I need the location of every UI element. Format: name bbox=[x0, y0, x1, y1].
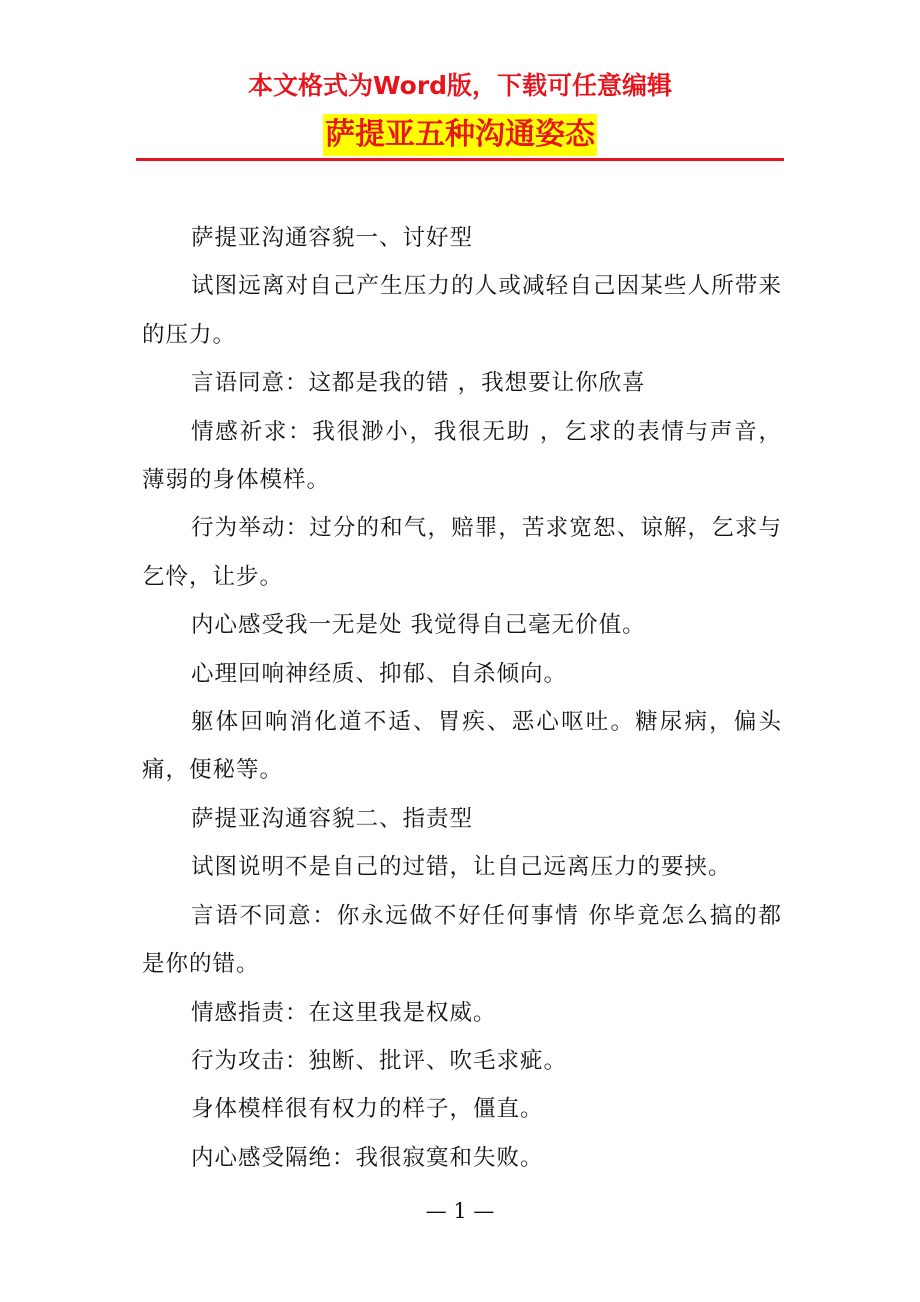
paragraph: 内心感受我一无是处 我觉得自己毫无价值。 bbox=[191, 612, 646, 639]
paragraph: 情感祈求：我很渺小，我很无助 ，乞求的表情与声音，薄弱的身体模样。 bbox=[142, 418, 782, 494]
paragraph: 行为举动：过分的和气，赔罪，苦求宽恕、谅解，乞求与乞怜，让步。 bbox=[142, 515, 782, 590]
title-container bbox=[0, 114, 920, 156]
paragraph: 试图远离对自己产生压力的人或减轻自己因某些人所带来的压力。 bbox=[142, 273, 782, 348]
paragraph: 言语同意：这都是我的错 ，我想要让你欣喜 bbox=[191, 370, 646, 397]
paragraph: 行为攻击：独断、批评、吹毛求疵。 bbox=[191, 1047, 568, 1074]
paragraph: 言语不同意：你永远做不好任何事情 你毕竟怎么搞的都是你的错。 bbox=[142, 902, 782, 978]
paragraph: 情感指责：在这里我是权威。 bbox=[191, 999, 497, 1026]
document-body bbox=[142, 214, 782, 1182]
section-heading-placating: 萨提亚沟通容貌一、讨好型 bbox=[191, 225, 474, 251]
paragraph: 试图说明不是自己的过错，让自己远离压力的要挟。 bbox=[191, 854, 732, 881]
paragraph: 内心感受隔绝：我很寂寞和失败。 bbox=[191, 1144, 544, 1171]
format-notice: 本文格式为Word版，下载可任意编辑 bbox=[247, 71, 673, 100]
paragraph: 躯体回响消化道不适、胃疾、恶心呕吐。糖尿病，偏头痛，便秘等。 bbox=[142, 709, 782, 784]
page-number: — 1 — bbox=[425, 1199, 495, 1223]
section-heading-blaming: 萨提亚沟通容貌二、指责型 bbox=[191, 805, 474, 832]
paragraph: 心理回响神经质、抑郁、自杀倾向。 bbox=[191, 660, 568, 687]
title-divider bbox=[136, 158, 784, 161]
document-title: 萨提亚五种沟通姿态 bbox=[323, 114, 597, 156]
paragraph: 身体模样很有权力的样子，僵直。 bbox=[191, 1096, 544, 1123]
